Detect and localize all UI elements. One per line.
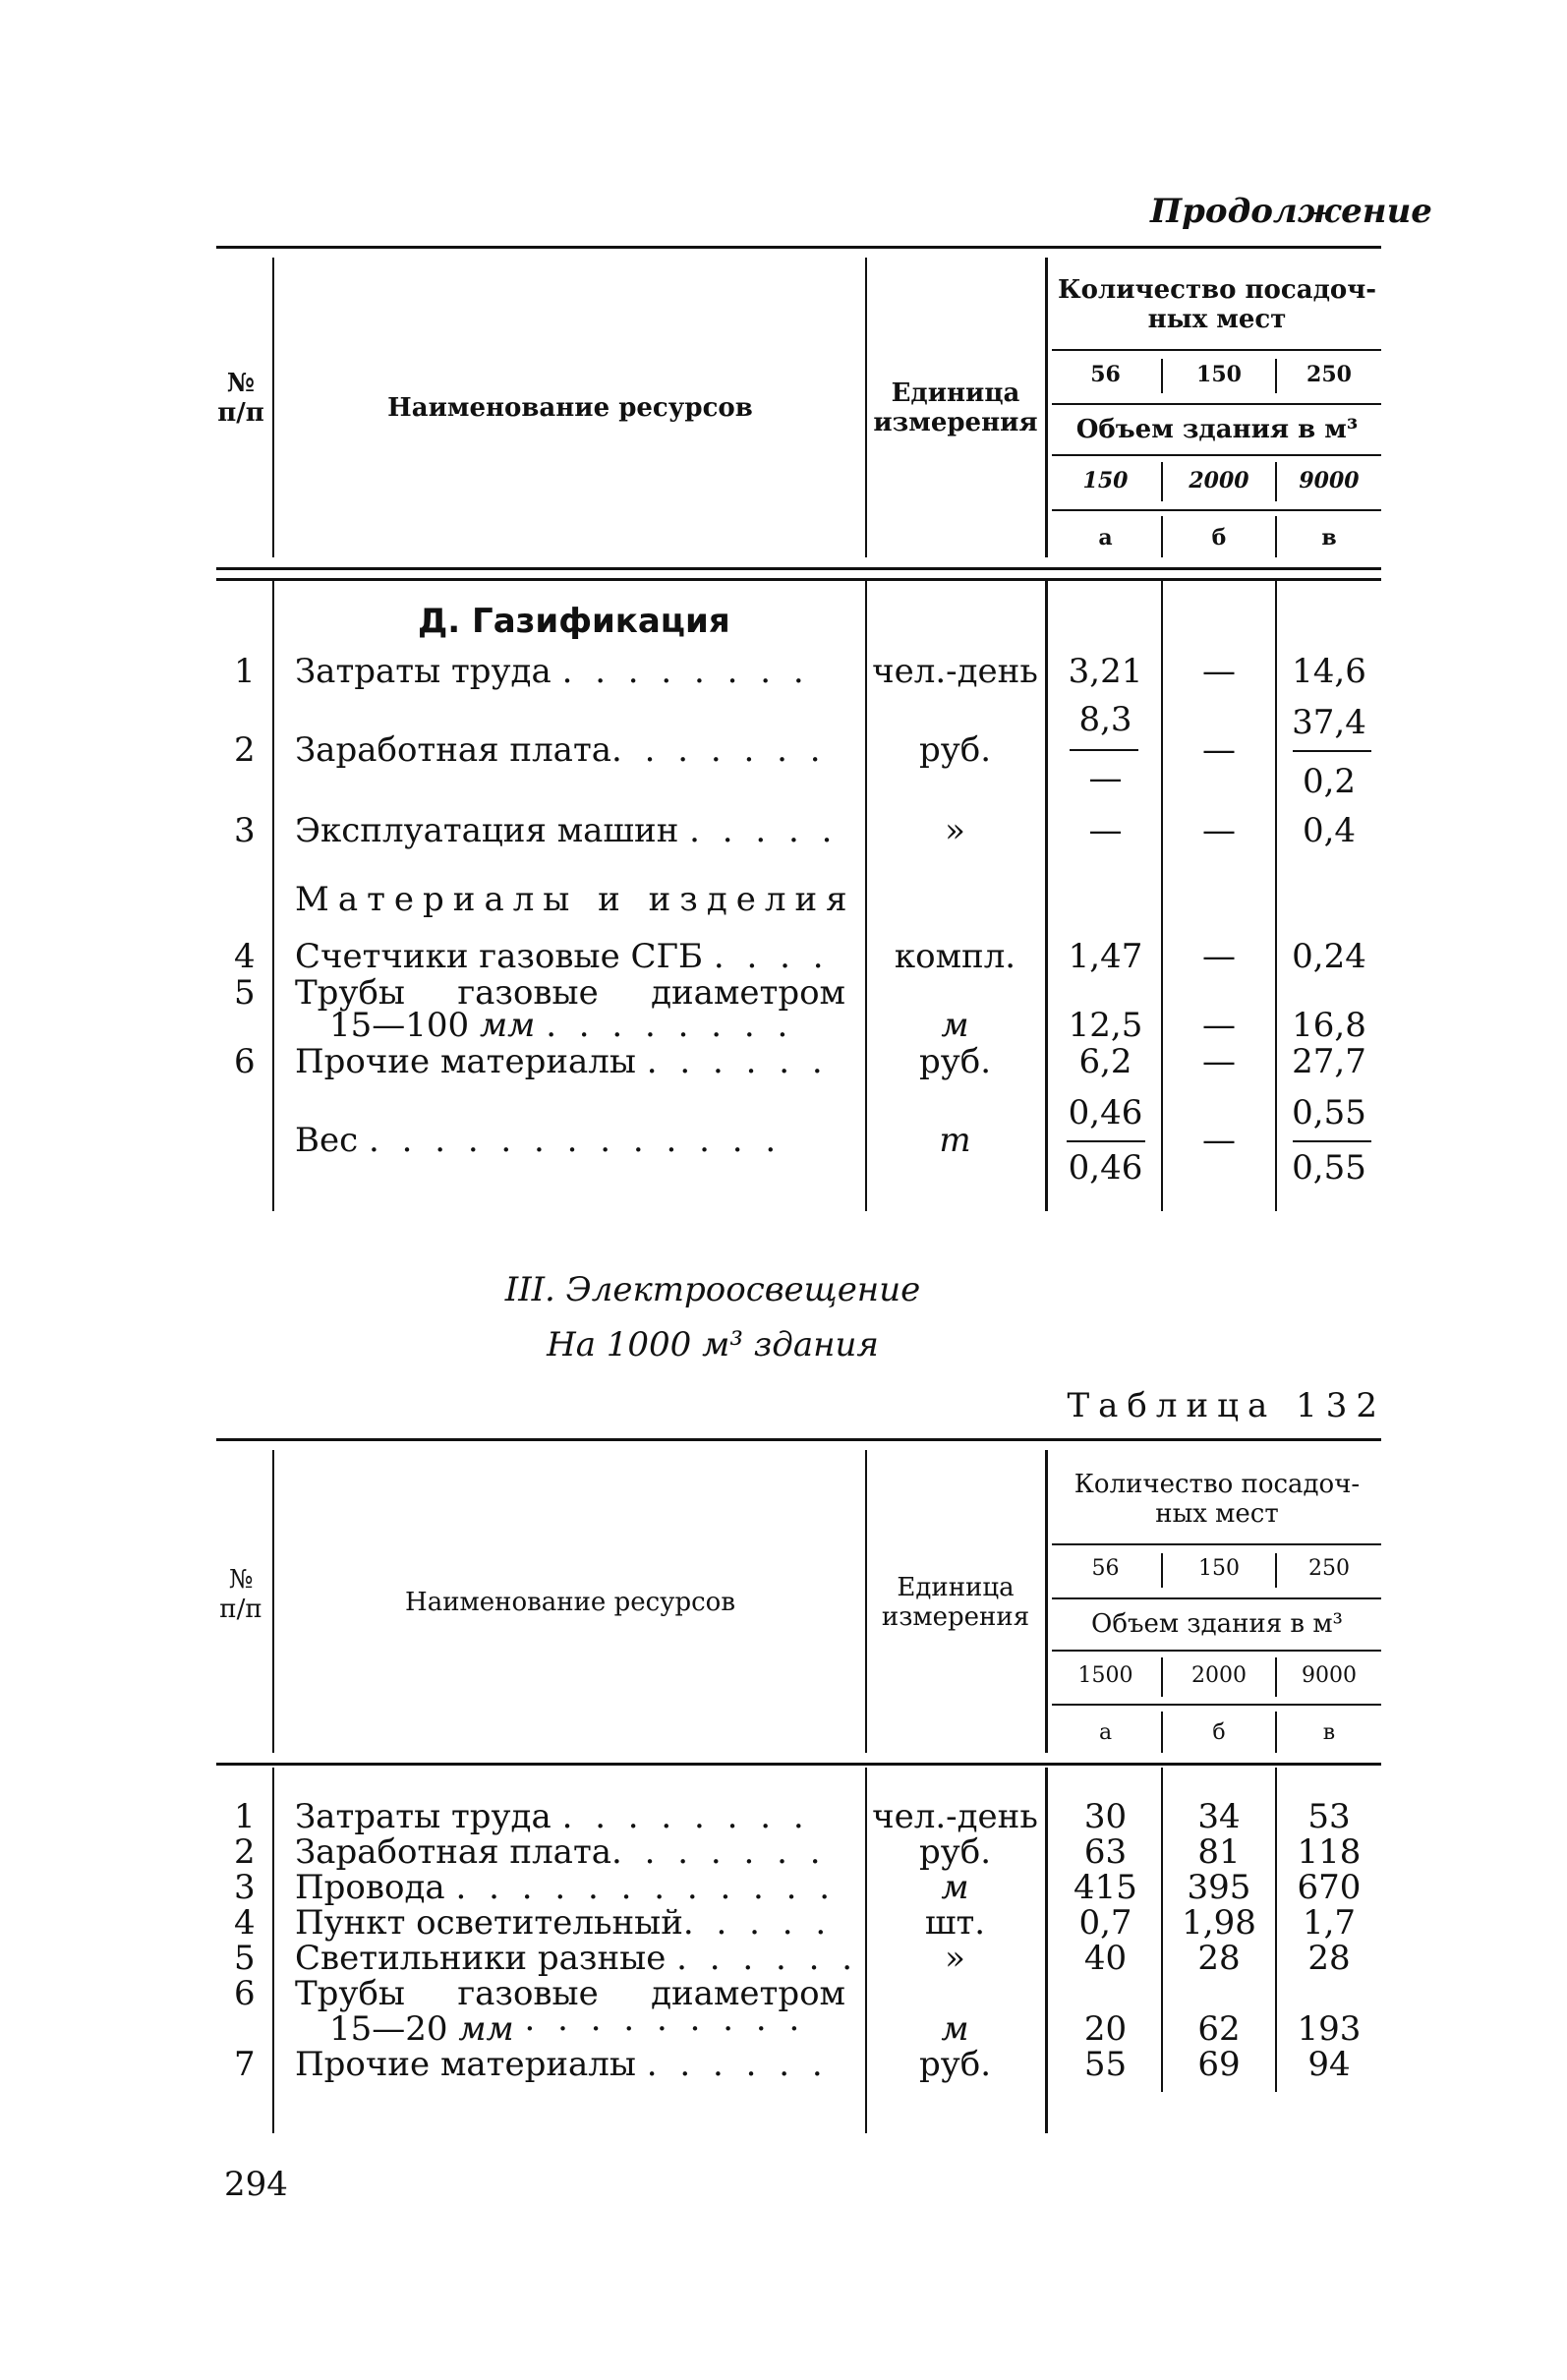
t1-seat-250: 250 xyxy=(1306,362,1352,387)
t1-num-header: № п/п xyxy=(217,369,264,428)
fraction-line xyxy=(1067,1140,1145,1142)
t1-col-c: в xyxy=(1321,525,1337,551)
t2-seats-header: Количество посадоч- ных мест xyxy=(1074,1470,1361,1529)
t2-seat-150: 150 xyxy=(1198,1556,1240,1581)
t2-unit-header: Единица измерения xyxy=(881,1573,1030,1632)
t1-volume-header: Объем здания в м³ xyxy=(1075,415,1359,444)
fraction-line xyxy=(1070,749,1138,751)
t2-vol-1500: 1500 xyxy=(1077,1663,1133,1688)
t2-volume-header: Объем здания в м³ xyxy=(1091,1609,1343,1639)
t1-section-title: Д. Газификация xyxy=(418,602,730,641)
fraction-line xyxy=(1293,1140,1371,1142)
fraction-line xyxy=(1293,750,1371,752)
t1-name-header: Наименование ресурсов xyxy=(387,393,753,423)
table-label: Таблица 132 xyxy=(1067,1386,1386,1425)
t2-col-b: б xyxy=(1212,1720,1226,1745)
continuation-label: Продолжение xyxy=(1150,192,1432,231)
t1-seat-56: 56 xyxy=(1090,362,1121,387)
t1-vol-2000: 2000 xyxy=(1189,468,1249,493)
t1-unit-header: Единица измерения xyxy=(873,378,1038,437)
t2-seat-250: 250 xyxy=(1308,1556,1350,1581)
t2-num-header: № п/п xyxy=(219,1565,262,1624)
section-title: III. Электроосвещение xyxy=(504,1270,921,1309)
t1-vol-9000: 9000 xyxy=(1299,468,1360,493)
t2-col-a: а xyxy=(1098,1720,1113,1745)
t2-seat-56: 56 xyxy=(1091,1556,1120,1581)
t2-vol-2000: 2000 xyxy=(1191,1663,1247,1688)
page-number: 294 xyxy=(224,2165,288,2204)
t1-materials-title: Материалы и изделия xyxy=(295,880,856,919)
t1-seat-150: 150 xyxy=(1196,362,1242,387)
t2-name-header: Наименование ресурсов xyxy=(405,1588,735,1617)
t2-vol-9000: 9000 xyxy=(1302,1663,1357,1688)
t1-col-a: а xyxy=(1098,525,1113,551)
t1-vol-150: 150 xyxy=(1082,468,1129,493)
section-subtitle: На 1000 м³ здания xyxy=(547,1325,879,1364)
t1-col-b: б xyxy=(1211,525,1227,551)
t2-col-c: в xyxy=(1322,1720,1336,1745)
t1-seats-header: Количество посадоч- ных мест xyxy=(1057,275,1377,334)
